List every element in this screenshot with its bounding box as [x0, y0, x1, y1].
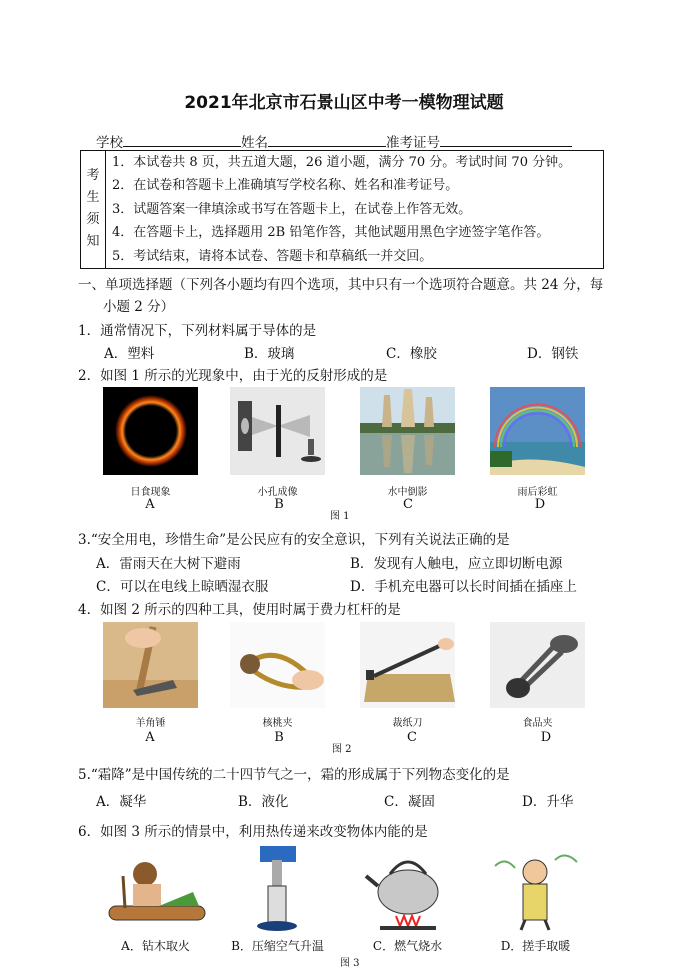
instruction-item: 1．本试卷共 8 页，共五道大题，26 道小题，满分 70 分。考试时间 70 分钟。 — [112, 155, 572, 170]
figure-2-label: 图 2 — [332, 744, 352, 755]
name-label: 姓名 — [241, 135, 268, 151]
q2-letter-a[interactable]: A — [145, 497, 155, 512]
instruction-item: 5．考试结束，请将本试卷、答题卡和草稿纸一并交回。 — [112, 248, 433, 264]
instructions-label: 考 生 须 知 — [81, 151, 106, 269]
school-label: 学校 — [96, 135, 123, 151]
instruction-item: 3．试题答案一律填涂或书写在答题卡上，在试卷上作答无效。 — [112, 201, 472, 217]
claw-hammer-image — [103, 622, 198, 708]
name-blank — [268, 133, 386, 147]
q2-caption-b: 小孔成像 — [257, 487, 298, 498]
q5-option-a[interactable]: A．凝华 — [96, 794, 147, 810]
question-4: 4．如图 2 所示的四种工具，使用时属于费力杠杆的是 — [78, 602, 401, 618]
solar-eclipse-image — [103, 387, 198, 475]
header-fields — [96, 131, 572, 151]
q1-option-d[interactable]: D．钢铁 — [527, 346, 579, 362]
question-6: 6．如图 3 所示的情景中，利用热传递来改变物体内能的是 — [78, 824, 428, 840]
paper-cutter-image — [360, 622, 455, 708]
q6-caption-d[interactable]: D．搓手取暖 — [500, 939, 571, 953]
q3-option-b[interactable]: B．发现有人触电，应立即切断电源 — [350, 556, 563, 572]
rubbing-hands-image — [485, 846, 585, 932]
compressed-air-image — [230, 846, 325, 932]
q2-letter-c[interactable]: C — [403, 497, 413, 512]
question-2: 2．如图 1 所示的光现象中，由于光的反射形成的是 — [78, 368, 388, 384]
q2-caption-a: 日食现象 — [130, 487, 171, 498]
q3-option-a[interactable]: A．雷雨天在大树下避雨 — [96, 556, 241, 572]
q5-option-b[interactable]: B．液化 — [238, 794, 289, 810]
q4-letter-d[interactable]: D — [540, 730, 552, 745]
exam-no-blank — [440, 133, 572, 147]
water-reflection-image — [360, 387, 455, 475]
q4-caption-b: 核桃夹 — [262, 718, 293, 729]
instructions-table — [80, 150, 604, 269]
q6-caption-c[interactable]: C．燃气烧水 — [372, 939, 443, 953]
figure-3-label: 图 3 — [340, 958, 360, 969]
figure-1-label: 图 1 — [330, 511, 350, 522]
food-tongs-image — [490, 622, 585, 708]
q4-letter-b[interactable]: B — [274, 730, 284, 745]
q4-caption-a: 羊角锤 — [135, 718, 166, 729]
q3-option-c[interactable]: C．可以在电线上晾晒湿衣服 — [96, 579, 269, 595]
instructions-list — [106, 151, 604, 269]
instruction-item: 2．在试卷和答题卡上准确填写学校名称、姓名和准考证号。 — [112, 178, 459, 194]
instruction-item: 4．在答题卡上，选择题用 2B 铅笔作答，其他试题用黑色字迹签字笔作答。 — [112, 225, 550, 241]
exam-no-label: 准考证号 — [386, 135, 440, 151]
q6-caption-a[interactable]: A．钻木取火 — [121, 939, 190, 953]
q1-option-b[interactable]: B．玻璃 — [244, 346, 295, 362]
q6-caption-b[interactable]: B．压缩空气升温 — [231, 939, 324, 953]
pinhole-camera-image — [230, 387, 325, 475]
drilling-wood-fire-image — [103, 846, 208, 932]
q5-option-c[interactable]: C．凝固 — [384, 794, 435, 810]
question-1: 1．通常情况下，下列材料属于导体的是 — [78, 323, 317, 339]
q4-letter-a[interactable]: A — [145, 730, 155, 745]
page-title: 2021年北京市石景山区中考一模物理试题 — [184, 93, 504, 113]
q2-letter-b[interactable]: B — [274, 497, 284, 512]
gas-boiling-water-image — [360, 846, 455, 932]
nutcracker-image — [230, 622, 325, 708]
q1-option-a[interactable]: A．塑料 — [104, 346, 155, 362]
question-3: 3.“安全用电，珍惜生命”是公民应有的安全意识，下列有关说法正确的是 — [78, 532, 510, 548]
q4-letter-c[interactable]: C — [407, 730, 417, 745]
q2-caption-d: 雨后彩虹 — [517, 487, 558, 498]
q5-option-d[interactable]: D．升华 — [522, 794, 574, 810]
question-5: 5.“霜降”是中国传统的二十四节气之一，霜的形成属于下列物态变化的是 — [78, 767, 510, 783]
q2-letter-d[interactable]: D — [534, 497, 546, 512]
q2-caption-c: 水中倒影 — [387, 487, 428, 498]
q3-option-d[interactable]: D．手机充电器可以长时间插在插座上 — [350, 579, 577, 595]
q1-option-c[interactable]: C．橡胶 — [386, 346, 437, 362]
school-blank — [123, 133, 241, 147]
section-heading-cont: 小题 2 分） — [103, 299, 175, 315]
q4-caption-c: 裁纸刀 — [392, 718, 423, 729]
rainbow-image — [490, 387, 585, 475]
section-heading: 一、单项选择题（下列各小题均有四个选项，其中只有一个选项符合题意。共 24 分，每 — [78, 277, 604, 293]
q4-caption-d: 食品夹 — [522, 718, 553, 729]
